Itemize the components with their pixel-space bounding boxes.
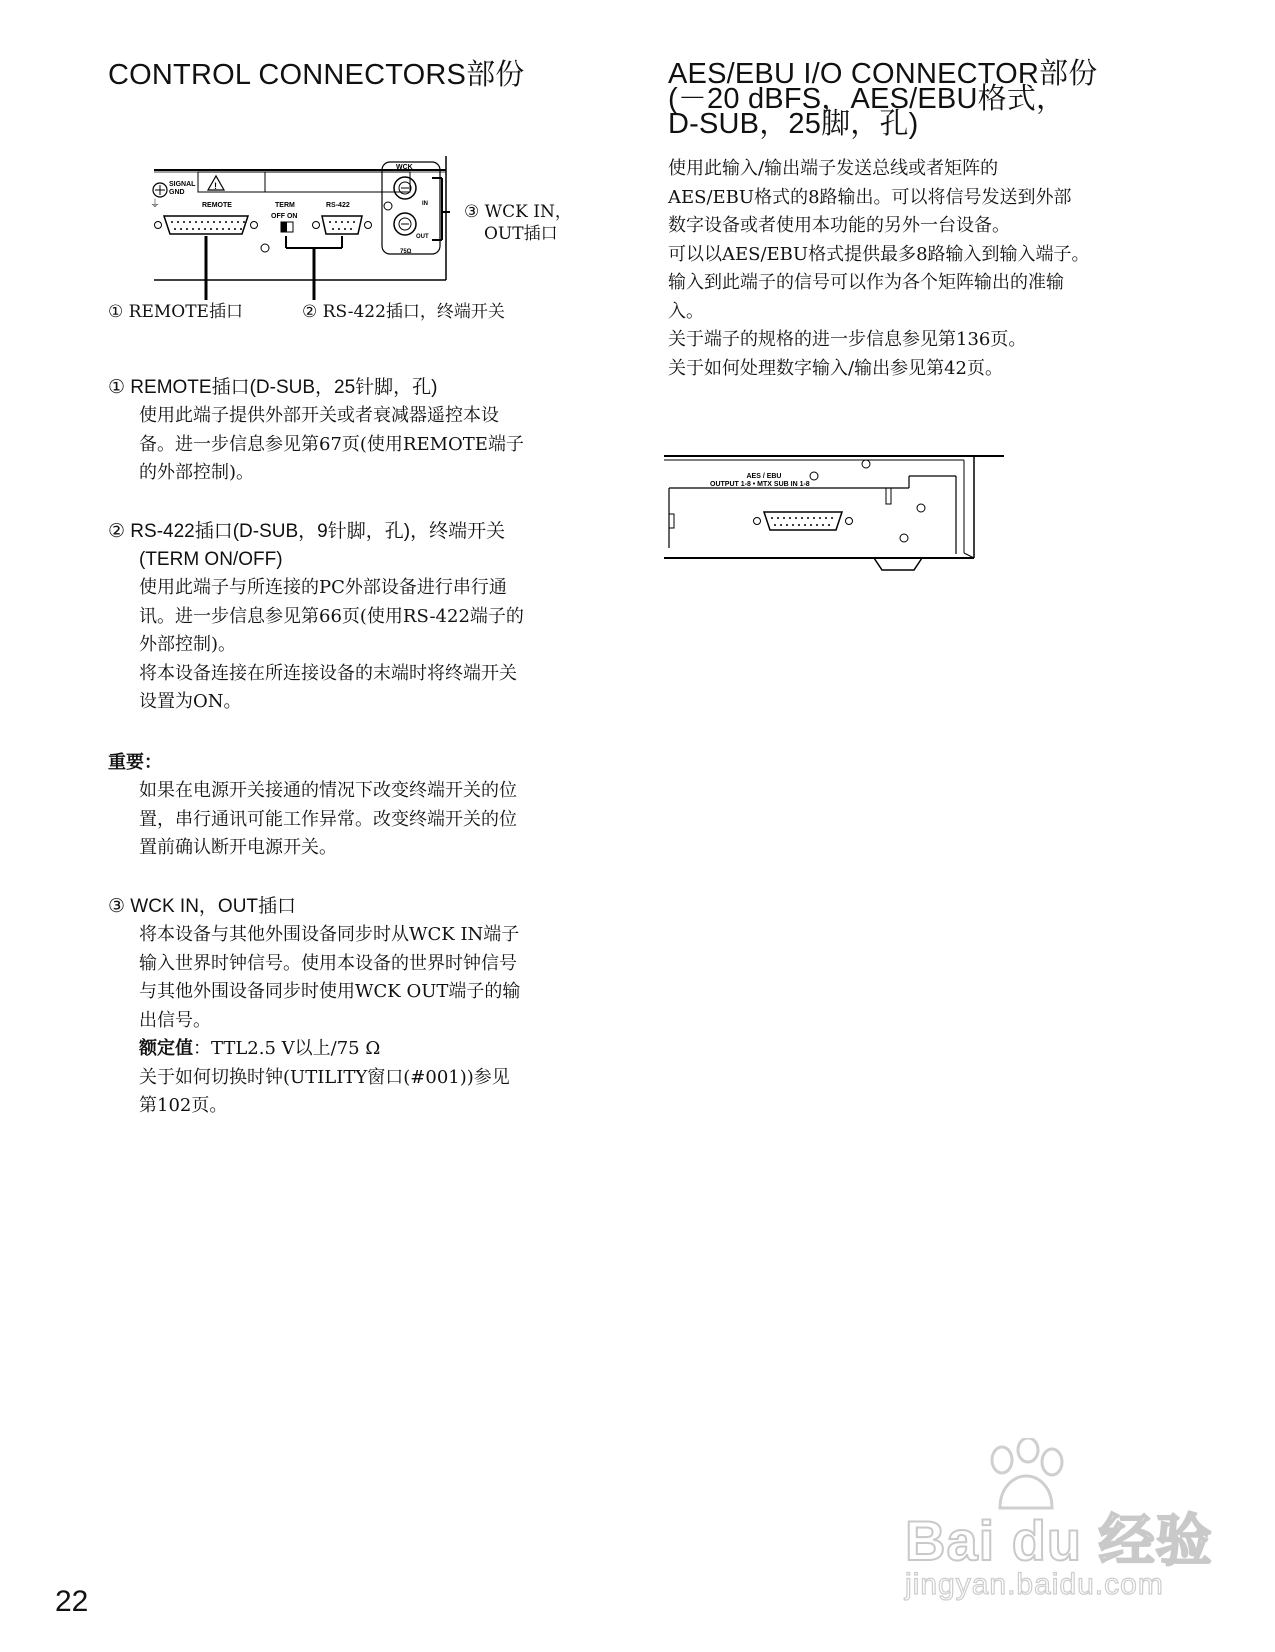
page-number: 22 [55,1585,89,1618]
svg-text:!: ! [214,181,217,191]
text-line: 置，串行通讯可能工作异常。改变终端开关的位 [139,808,517,830]
watermark-logo-text: Bai du 经验 [905,1509,1213,1572]
text-line: 使用此输入/输出端子发送总线或者矩阵的 [668,158,999,179]
callout-wck-line2: OUT插口 [484,224,558,244]
callout-rs422: ② RS-422插口，终端开关 [302,302,505,322]
off-on-label: OFF ON [271,213,298,220]
text-line: 设置为ON。 [139,691,242,712]
section-wck-heading: ③ WCK IN，OUT插口 [108,896,297,917]
gnd-label: GND [169,189,185,196]
wck-out-label: OUT [416,234,429,240]
text-line: 与其他外围设备同步时使用WCK OUT端子的输 [139,981,521,1002]
watermark-url: jingyan.baidu.com [905,1568,1164,1601]
text-line: 数字设备或者使用本功能的另外一台设备。 [668,215,1010,236]
section-remote-heading: ① REMOTE插口(D-SUB，25针脚，孔) [108,377,438,398]
aes-ebu-section [668,58,1188,383]
section-title-control-connectors: CONTROL CONNECTORS部份 [108,59,525,91]
section-rs422-heading2: (TERM ON/OFF) [139,549,283,570]
text-line: 输入到此端子的信号可以作为各个矩阵输出的准输 [668,272,1064,293]
ohm-label: 75Ω [400,249,412,255]
aes-title-line2: (－20 dBFS，AES/EBU格式， [668,83,1066,115]
text-line: 的外部控制)。 [139,462,255,483]
aes-label-line1: AES / EBU [746,473,782,480]
screw-icon [810,472,818,480]
important-heading: 重要： [108,752,162,773]
rated-value-line [139,1035,608,1064]
svg-text:⏚: ⏚ [150,199,160,210]
wck-panel [382,162,440,254]
text-line: 输入世界时钟信号。使用本设备的世界时钟信号 [139,952,517,974]
rated-value: ：TTL2.5 V以上/75 Ω [193,1038,381,1059]
section-wck [108,893,608,1121]
screw-icon [917,504,925,512]
text-line: 入。 [668,300,704,322]
text-line: AES/EBU格式的8路输出。可以将信号发送到外部 [668,186,1072,208]
rated-label: 额定值 [139,1038,193,1059]
text-line: 备。进一步信息参见第67页(使用REMOTE端子 [139,433,524,455]
text-line: 关于如何切换时钟(UTILITY窗口(#001))参见 [139,1066,510,1088]
remote-label: REMOTE [202,202,232,209]
section-rs422-heading: ② RS-422插口(D-SUB，9针脚，孔)，终端开关 [108,521,506,542]
aes-label-line2: OUTPUT 1-8 • MTX SUB IN 1-8 [710,481,810,488]
aes-title-line3: D-SUB，25脚，孔) [668,108,919,140]
callout-remote: ① REMOTE插口 [108,302,243,322]
term-label: TERM [275,202,295,209]
text-line: 关于端子的规格的进一步信息参见第136页。 [668,329,1027,350]
text-line: 第102页。 [139,1095,228,1116]
remote-dsub-connector [164,216,248,234]
section-important [108,749,608,863]
text-line: 使用此端子与所连接的PC外部设备进行串行通 [139,577,507,598]
rs422-dsub-connector [322,216,362,234]
text-line: 置前确认断开电源开关。 [139,837,337,858]
text-line: 如果在电源开关接通的情况下改变终端开关的位 [139,780,517,801]
section-remote [108,374,608,488]
wck-label: WCK [396,164,413,171]
callout-wck-line1: ③ WCK IN， [464,202,572,222]
wck-in-label: IN [422,201,428,207]
aes-title-line1: AES/EBU I/O CONNECTOR部份 [668,58,1098,90]
text-line: 关于如何处理数字输入/输出参见第42页。 [668,357,1003,379]
text-line: 出信号。 [139,1009,211,1031]
screw-icon [900,534,908,542]
text-line: 可以以AES/EBU格式提供最多8路输入到输入端子。 [668,243,1090,265]
signal-label: SIGNAL [169,181,196,188]
text-line: 讯。进一步信息参见第66页(使用RS-422端子的 [139,605,524,627]
text-line: 外部控制)。 [139,634,237,655]
aes-ebu-diagram [664,448,1004,578]
screw-icon [862,460,870,468]
aes-dsub-connector [764,512,842,530]
text-line: 使用此端子提供外部开关或者衰减器遥控本设 [139,405,499,426]
rs422-label: RS-422 [326,202,350,209]
text-line: 将本设备连接在所连接设备的末端时将终端开关 [139,662,517,684]
section-rs422 [108,518,608,717]
text-line: 将本设备与其他外围设备同步时从WCK IN端子 [139,924,520,945]
